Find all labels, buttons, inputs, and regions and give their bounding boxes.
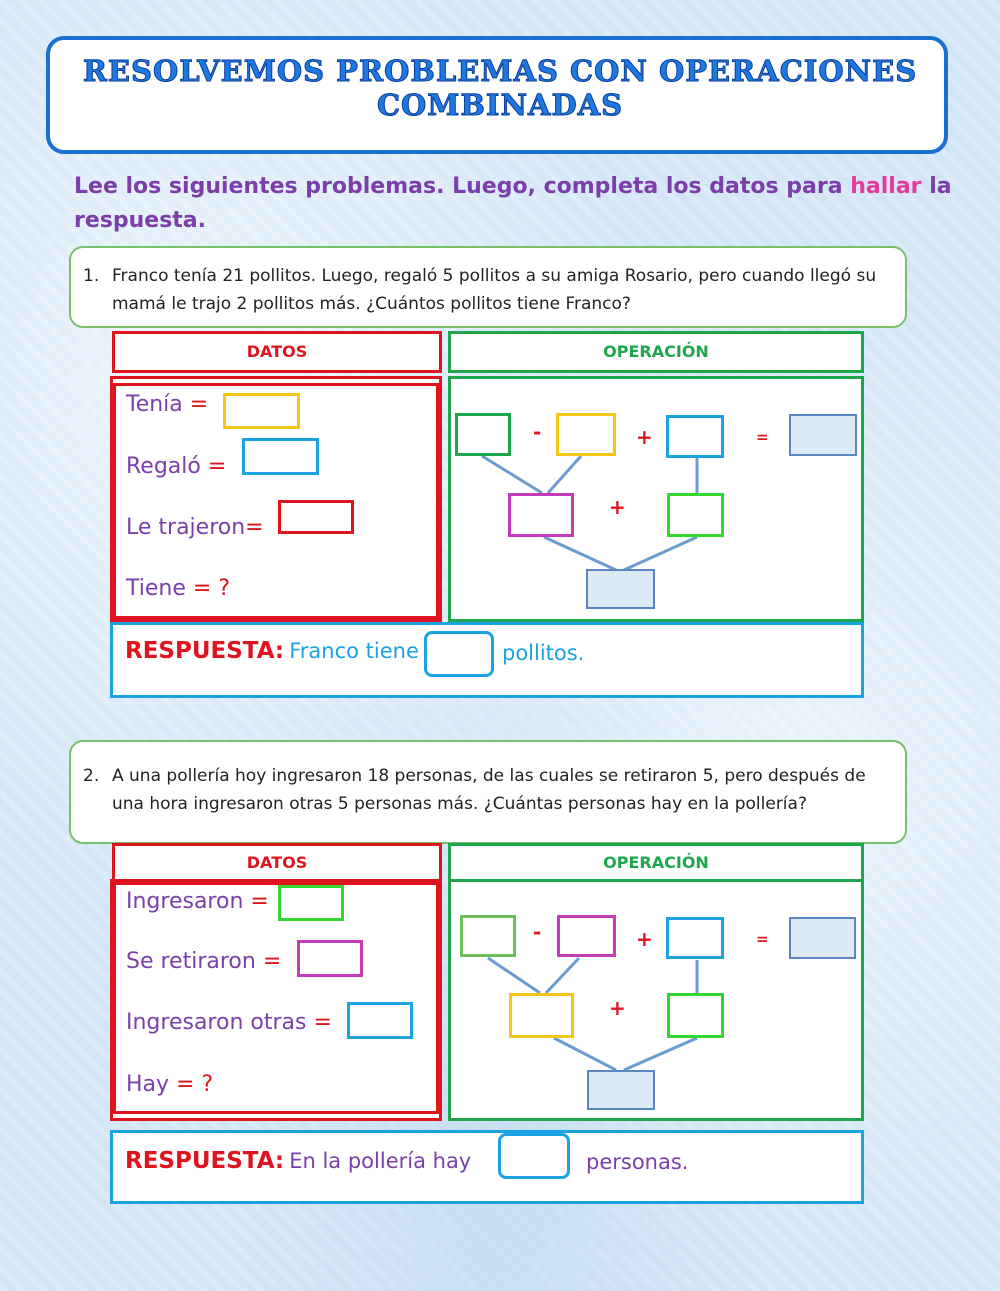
problem-2-number: 2.: [83, 766, 100, 786]
op2-box-d[interactable]: [509, 993, 574, 1038]
input-ingresaron-otras[interactable]: [347, 1002, 413, 1039]
op2-equals-sign: =: [756, 930, 769, 948]
op1-box-b[interactable]: [556, 413, 616, 456]
op2-plus-sign-2: +: [609, 996, 626, 1020]
problem-1-text: Franco tenía 21 pollitos. Luego, regaló 5 pollitos a su amiga Rosario, pero cuando llegó su mamá le trajo 2 pollitos más. ¿Cuántos pollitos tiene Franco?: [112, 266, 877, 314]
input-ingresaron[interactable]: [278, 885, 344, 921]
op2-total-box[interactable]: [587, 1070, 655, 1110]
label-se-retiraron: Se retiraron =: [126, 949, 282, 974]
op2-box-e[interactable]: [667, 993, 724, 1038]
op1-equals-sign: =: [756, 428, 769, 446]
respuesta-suffix-2: personas.: [586, 1150, 689, 1174]
input-tenia[interactable]: [223, 393, 300, 429]
instructions-text-1: Lee los siguientes problemas. Luego, completa los datos para: [74, 174, 851, 199]
respuesta-label-2: RESPUESTA:: [125, 1148, 285, 1174]
op2-box-b[interactable]: [557, 915, 616, 957]
label-ingresaron-otras: Ingresaron otras =: [126, 1010, 332, 1035]
problem-2-text: A una pollería hoy ingresaron 18 personas, de las cuales se retiraron 5, pero después de una hora ingresaron otras 5 personas más. ¿Cuántas personas hay en la pollería?: [112, 766, 866, 814]
problem-1-number: 1.: [83, 266, 100, 286]
operacion-header-2: OPERACIÓN: [448, 843, 864, 883]
label-tiene: Tiene = ?: [126, 576, 230, 601]
respuesta-line-1: [125, 638, 419, 664]
op1-minus-sign: -: [533, 420, 542, 444]
op1-result-box[interactable]: [789, 414, 857, 456]
label-ingresaron: Ingresaron =: [126, 889, 269, 914]
instructions-text-2: la respuesta.: [74, 174, 952, 233]
op1-box-e[interactable]: [667, 493, 724, 537]
answer-input-2[interactable]: [498, 1133, 570, 1179]
label-regalo: Regaló =: [126, 454, 227, 479]
input-le-trajeron[interactable]: [278, 500, 354, 534]
instructions-highlight: hallar: [850, 174, 922, 199]
op2-box-a[interactable]: [460, 915, 516, 957]
respuesta-prefix-1: Franco tiene: [289, 639, 419, 663]
label-hay: Hay = ?: [126, 1072, 214, 1097]
respuesta-line-2: [125, 1148, 471, 1174]
operacion-header-1: OPERACIÓN: [448, 331, 864, 373]
respuesta-suffix-1: pollitos.: [502, 641, 585, 665]
answer-input-1[interactable]: [424, 631, 494, 677]
op1-plus-sign-2: +: [609, 495, 626, 519]
datos-header-1: DATOS: [112, 331, 442, 373]
respuesta-label-1: RESPUESTA:: [125, 638, 285, 664]
op1-plus-sign: +: [636, 425, 653, 449]
problem-2-statement: [69, 740, 907, 844]
op1-box-a[interactable]: [455, 413, 511, 456]
respuesta-prefix-2: En la pollería hay: [289, 1149, 472, 1173]
op1-total-box[interactable]: [586, 569, 655, 609]
op1-box-c[interactable]: [666, 415, 724, 458]
op2-result-box[interactable]: [789, 917, 856, 959]
page-title: RESOLVEMOS PROBLEMAS CON OPERACIONES COMBINADAS: [82, 54, 918, 122]
input-se-retiraron[interactable]: [297, 940, 363, 977]
instructions: [74, 170, 954, 238]
input-regalo[interactable]: [242, 438, 319, 475]
op2-minus-sign: -: [533, 920, 542, 944]
op2-plus-sign: +: [636, 927, 653, 951]
datos-header-2: DATOS: [112, 843, 442, 883]
label-tenia: Tenía =: [126, 392, 209, 417]
op1-box-d[interactable]: [508, 493, 574, 537]
problem-1-statement: [69, 246, 907, 328]
op2-box-c[interactable]: [666, 917, 724, 959]
label-le-trajeron: Le trajeron=: [126, 515, 264, 540]
